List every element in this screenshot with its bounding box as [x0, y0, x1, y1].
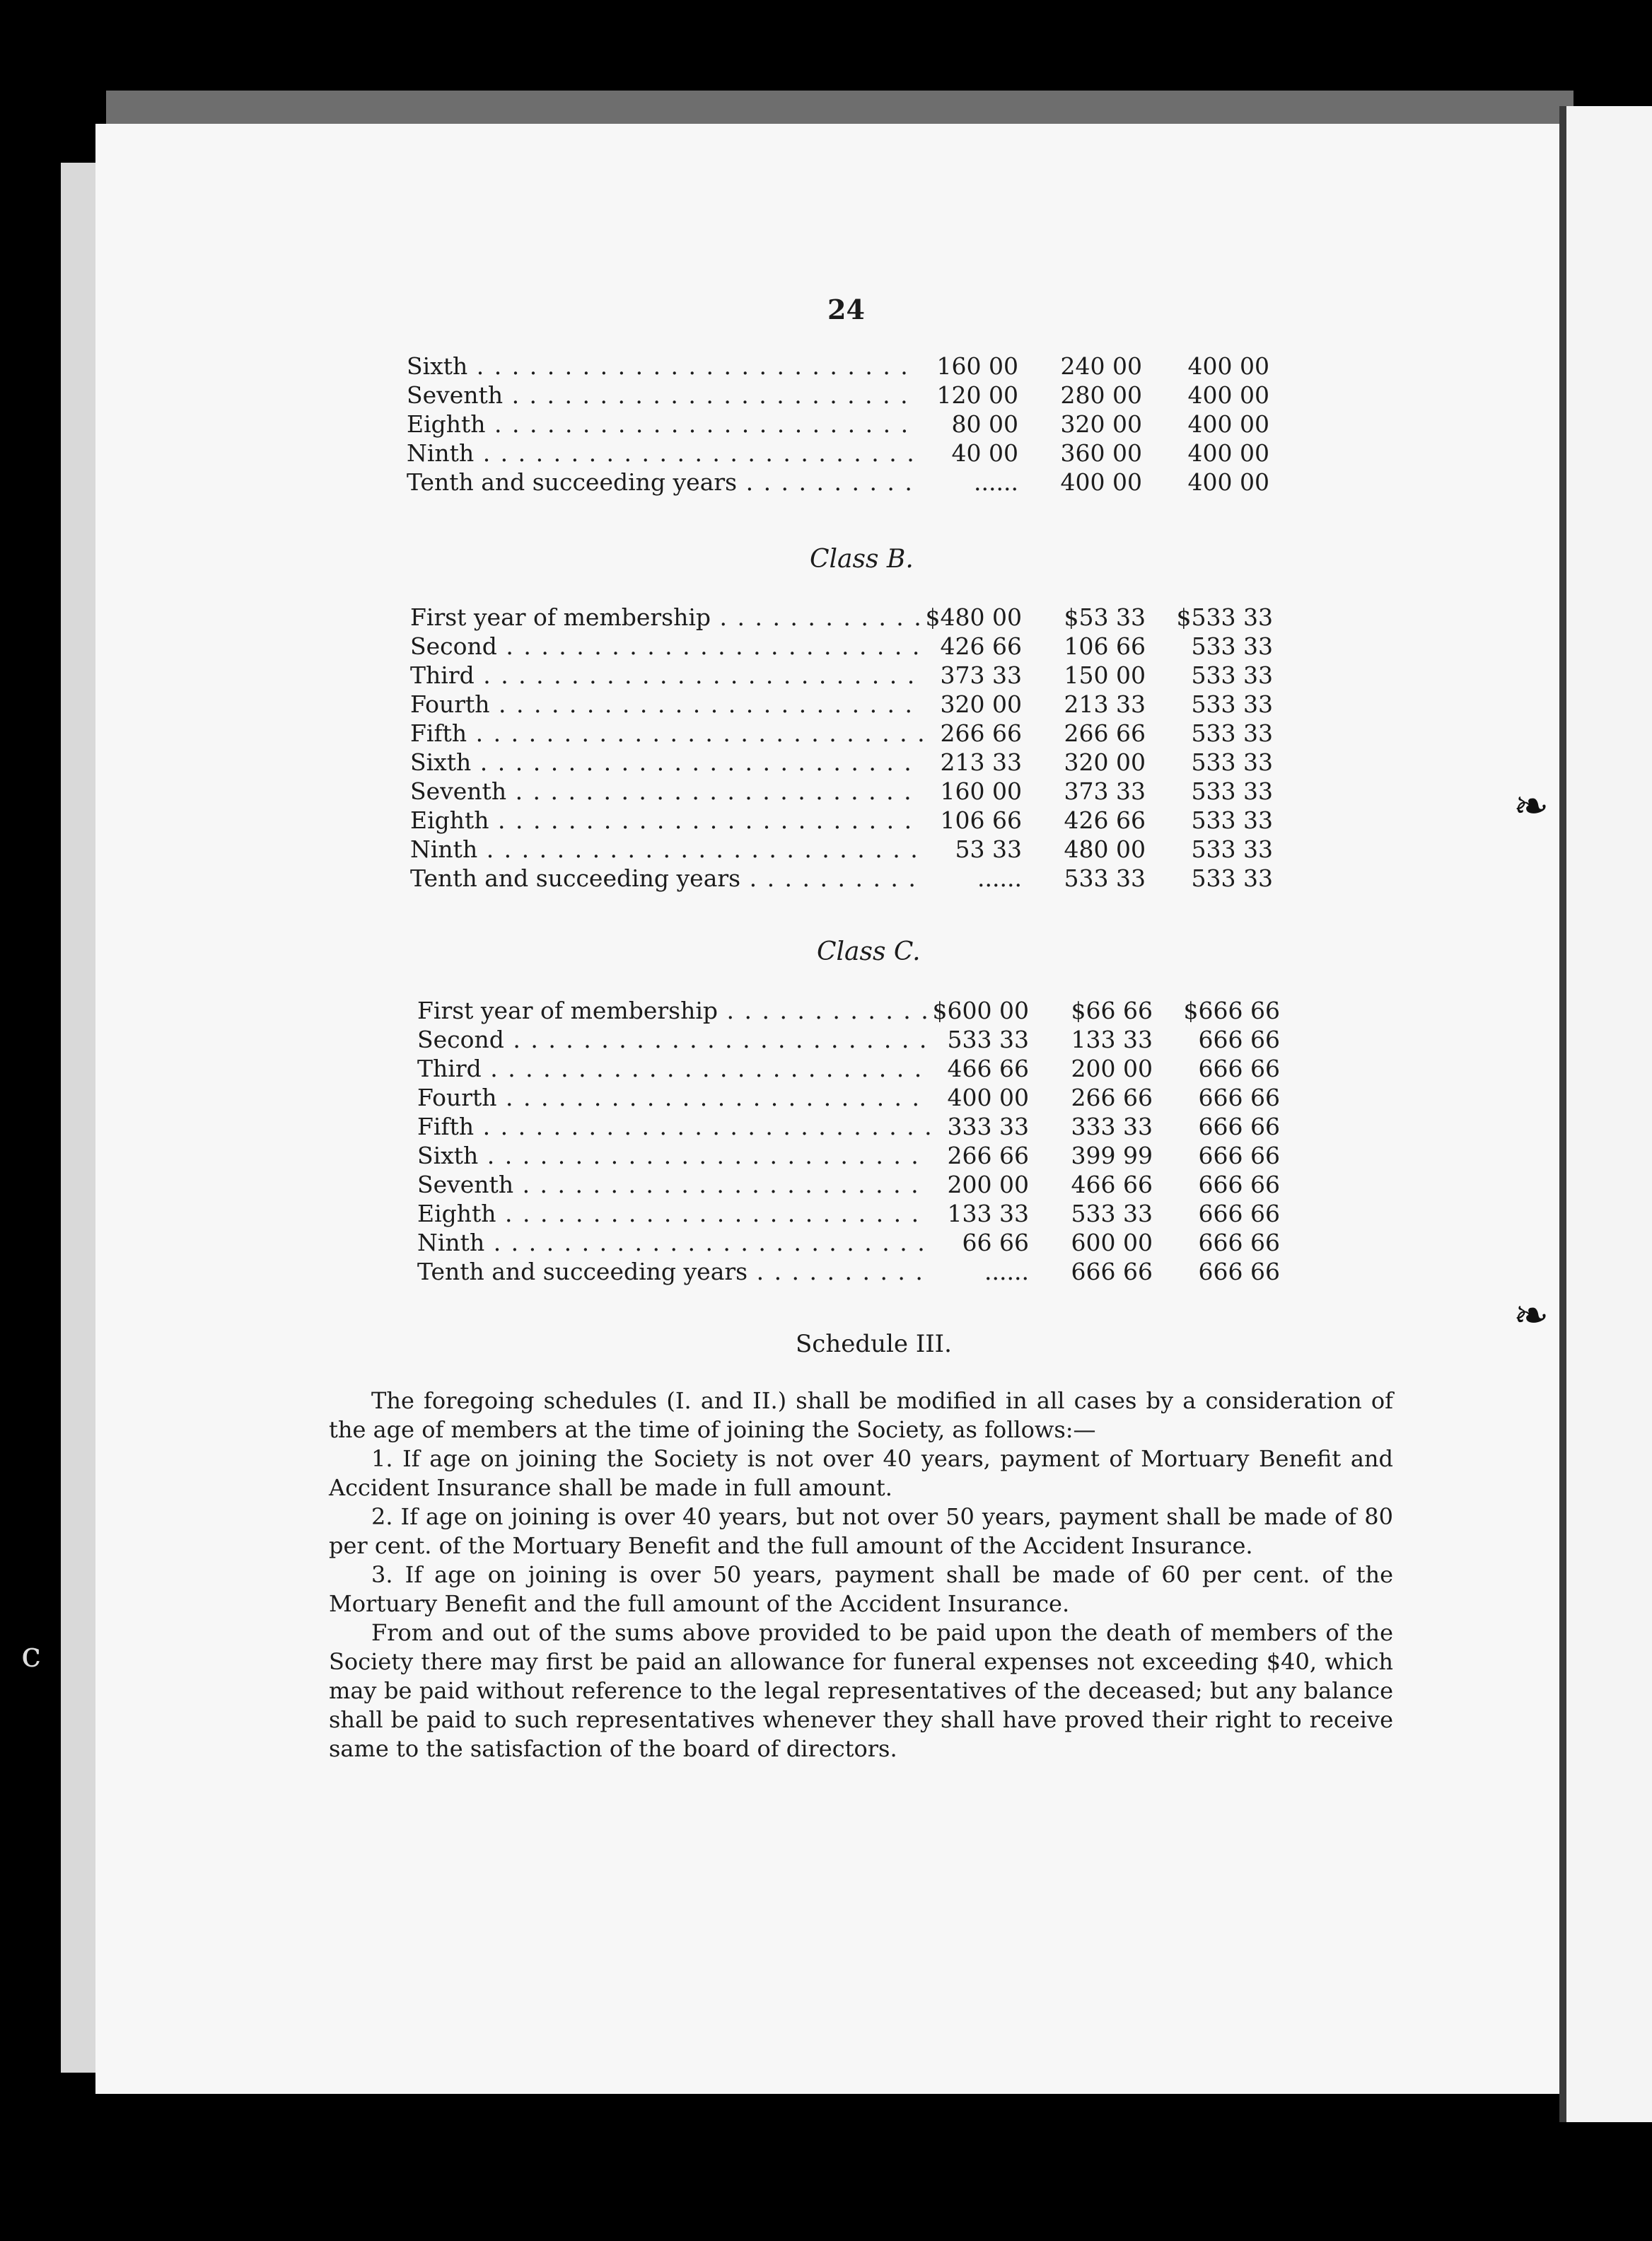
cell: 120 00: [936, 381, 1018, 409]
cell: 40 00: [951, 439, 1018, 467]
cell: 266 66: [947, 1142, 1029, 1169]
cell: 666 66: [1198, 1171, 1280, 1198]
row-label: Second . . .: [417, 1025, 930, 1054]
schedule-title: Schedule III.: [796, 1330, 952, 1358]
cell: 400 00: [1187, 468, 1269, 496]
paragraph: The foregoing schedules (I. and II.) shall be modified in all cases by a consideration of the age of members at the time of joining the Society, as follows:—: [329, 1387, 1393, 1443]
cell: 200 00: [1071, 1055, 1153, 1082]
row-label: Seventh . . .: [407, 381, 919, 410]
cell: $533 33: [1176, 603, 1273, 631]
table-row: [417, 1054, 1294, 1083]
table-row: [417, 1141, 1294, 1170]
cell: 533 33: [947, 1026, 1029, 1053]
row-label: Tenth and succeeding years . . .: [407, 468, 919, 497]
row-label: Sixth . . .: [417, 1141, 930, 1170]
cell: 533 33: [1191, 806, 1273, 834]
cell: 399 99: [1071, 1142, 1153, 1169]
cell: 373 33: [1064, 777, 1146, 805]
cell: 666 66: [1071, 1258, 1153, 1285]
cell: 213 33: [1064, 690, 1146, 718]
row-label: Sixth . . .: [407, 352, 919, 381]
row-label: Fourth . . .: [417, 1083, 930, 1112]
row-label: Tenth and succeeding years . . .: [410, 864, 923, 893]
cell: 466 66: [947, 1055, 1029, 1082]
cell: 53 33: [955, 835, 1022, 863]
cell: $480 00: [925, 603, 1022, 631]
cell: 66 66: [962, 1229, 1029, 1256]
cell: 533 33: [1191, 748, 1273, 776]
cell: $666 66: [1183, 997, 1280, 1024]
cell: 400 00: [947, 1084, 1029, 1111]
cell: $66 66: [1071, 997, 1153, 1024]
table-row: [417, 1257, 1294, 1286]
cell: 666 66: [1198, 1055, 1280, 1082]
table-row: [417, 1199, 1294, 1228]
cell: 133 33: [1071, 1026, 1153, 1053]
cell: 533 33: [1191, 690, 1273, 718]
class-b-heading: Class B.: [810, 545, 914, 574]
table-row: [407, 381, 1284, 410]
paragraph: From and out of the sums above provided to be paid upon the death of members of the Society there may first be paid an allowance for funeral expenses not exceeding $40, which may be paid without reference to the legal representatives of the deceased; but any balance shall be paid to such representatives whenever they shall have proved their right to receive same to the satisfaction of the board of directors.: [329, 1619, 1393, 1762]
table-row: [410, 806, 1287, 835]
row-label: Eighth . . .: [417, 1199, 930, 1228]
row-label: Eighth . . .: [410, 806, 923, 835]
cell: 320 00: [940, 690, 1022, 718]
row-label: Sixth . . .: [410, 748, 923, 777]
cell: 106 66: [1064, 632, 1146, 660]
table-row: [417, 1228, 1294, 1257]
cell: 160 00: [940, 777, 1022, 805]
cell: 80 00: [951, 410, 1018, 438]
cell: 266 66: [1064, 719, 1146, 747]
cell: 533 33: [1191, 835, 1273, 863]
cell: 400 00: [1187, 410, 1269, 438]
table-row: [410, 748, 1287, 777]
binder-ring-icon: ❧: [1513, 782, 1549, 831]
cell: $53 33: [1064, 603, 1146, 631]
class-b-table: [410, 603, 1287, 893]
row-label: Ninth . . .: [417, 1228, 930, 1257]
class-c-heading: Class C.: [817, 937, 921, 966]
cell: 106 66: [940, 806, 1022, 834]
table-row: [417, 1112, 1294, 1141]
cell: 666 66: [1198, 1200, 1280, 1227]
row-label: Ninth . . .: [410, 835, 923, 864]
cell: 320 00: [1064, 748, 1146, 776]
table-row: [410, 690, 1287, 719]
cell: 533 33: [1064, 864, 1146, 892]
table-row: [410, 661, 1287, 690]
table-row: [417, 996, 1294, 1025]
paragraph: 3. If age on joining is over 50 years, payment shall be made of 60 per cent. of the Mortuary Benefit and the full amount of the Accident Insurance.: [329, 1561, 1393, 1617]
cell: 666 66: [1198, 1113, 1280, 1140]
cell: 666 66: [1198, 1258, 1280, 1285]
cell: 533 33: [1191, 719, 1273, 747]
cell: 200 00: [947, 1171, 1029, 1198]
row-label: Third . . .: [417, 1054, 930, 1083]
table-row: [410, 632, 1287, 661]
cell: ......: [974, 468, 1018, 496]
cell: 160 00: [936, 352, 1018, 380]
cell: 360 00: [1060, 439, 1142, 467]
cell: 400 00: [1187, 352, 1269, 380]
row-label: Fifth . . .: [410, 719, 923, 748]
table-row: [407, 410, 1284, 439]
cell: 666 66: [1198, 1026, 1280, 1053]
cell: ......: [977, 864, 1022, 892]
cell: 400 00: [1060, 468, 1142, 496]
class-c-table: [417, 996, 1294, 1286]
cell: $600 00: [932, 997, 1029, 1024]
table-row: [410, 864, 1287, 893]
margin-mark: c: [21, 1634, 42, 1675]
paragraph: 1. If age on joining the Society is not over 40 years, payment of Mortuary Benefit and Accident Insurance shall be made in full amount.: [329, 1445, 1393, 1501]
cell: 426 66: [940, 632, 1022, 660]
table-row: [407, 439, 1284, 468]
cell: 533 33: [1071, 1200, 1153, 1227]
table-row: [410, 719, 1287, 748]
row-label: Seventh . . .: [417, 1170, 930, 1199]
cell: 600 00: [1071, 1229, 1153, 1256]
cell: 150 00: [1064, 661, 1146, 689]
cell: 213 33: [940, 748, 1022, 776]
cell: 333 33: [1071, 1113, 1153, 1140]
cell: 533 33: [1191, 661, 1273, 689]
cell: 480 00: [1064, 835, 1146, 863]
cell: 266 66: [1071, 1084, 1153, 1111]
cell: 533 33: [1191, 632, 1273, 660]
cell: 666 66: [1198, 1084, 1280, 1111]
row-label: First year of membership . . .: [410, 603, 923, 632]
row-label: First year of membership . . .: [417, 996, 930, 1025]
cell: 426 66: [1064, 806, 1146, 834]
cell: 266 66: [940, 719, 1022, 747]
table-row: [407, 352, 1284, 381]
table-row: [410, 777, 1287, 806]
cell: 133 33: [947, 1200, 1029, 1227]
table-row: [417, 1025, 1294, 1054]
cell: 666 66: [1198, 1229, 1280, 1256]
row-label: Fourth . . .: [410, 690, 923, 719]
row-label: Tenth and succeeding years . . .: [417, 1257, 930, 1286]
cell: 280 00: [1060, 381, 1142, 409]
row-label: Ninth . . .: [407, 439, 919, 468]
binder-ring-icon: ❧: [1513, 1291, 1549, 1340]
table-row: [410, 603, 1287, 632]
cell: 373 33: [940, 661, 1022, 689]
cell: 320 00: [1060, 410, 1142, 438]
class-a-table: [407, 352, 1284, 497]
row-label: Seventh . . .: [410, 777, 923, 806]
row-label: Eighth . . .: [407, 410, 919, 439]
cell: ......: [984, 1258, 1029, 1285]
table-row: [417, 1170, 1294, 1199]
cell: 466 66: [1071, 1171, 1153, 1198]
paragraph: 2. If age on joining is over 40 years, but not over 50 years, payment shall be made of 80 per cent. of the Mortuary Benefit and the full amount of the Accident Insurance.: [329, 1503, 1393, 1559]
table-row: [407, 468, 1284, 497]
cell: 240 00: [1060, 352, 1142, 380]
cell: 400 00: [1187, 381, 1269, 409]
table-row: [410, 835, 1287, 864]
row-label: Third . . .: [410, 661, 923, 690]
cell: 400 00: [1187, 439, 1269, 467]
row-label: Fifth . . .: [417, 1112, 930, 1141]
page-number: 24: [827, 294, 865, 325]
row-label: Second . . .: [410, 632, 923, 661]
cell: 533 33: [1191, 864, 1273, 892]
facing-page-edge: [1559, 106, 1652, 2122]
table-row: [417, 1083, 1294, 1112]
cell: 666 66: [1198, 1142, 1280, 1169]
cell: 333 33: [947, 1113, 1029, 1140]
cell: 533 33: [1191, 777, 1273, 805]
